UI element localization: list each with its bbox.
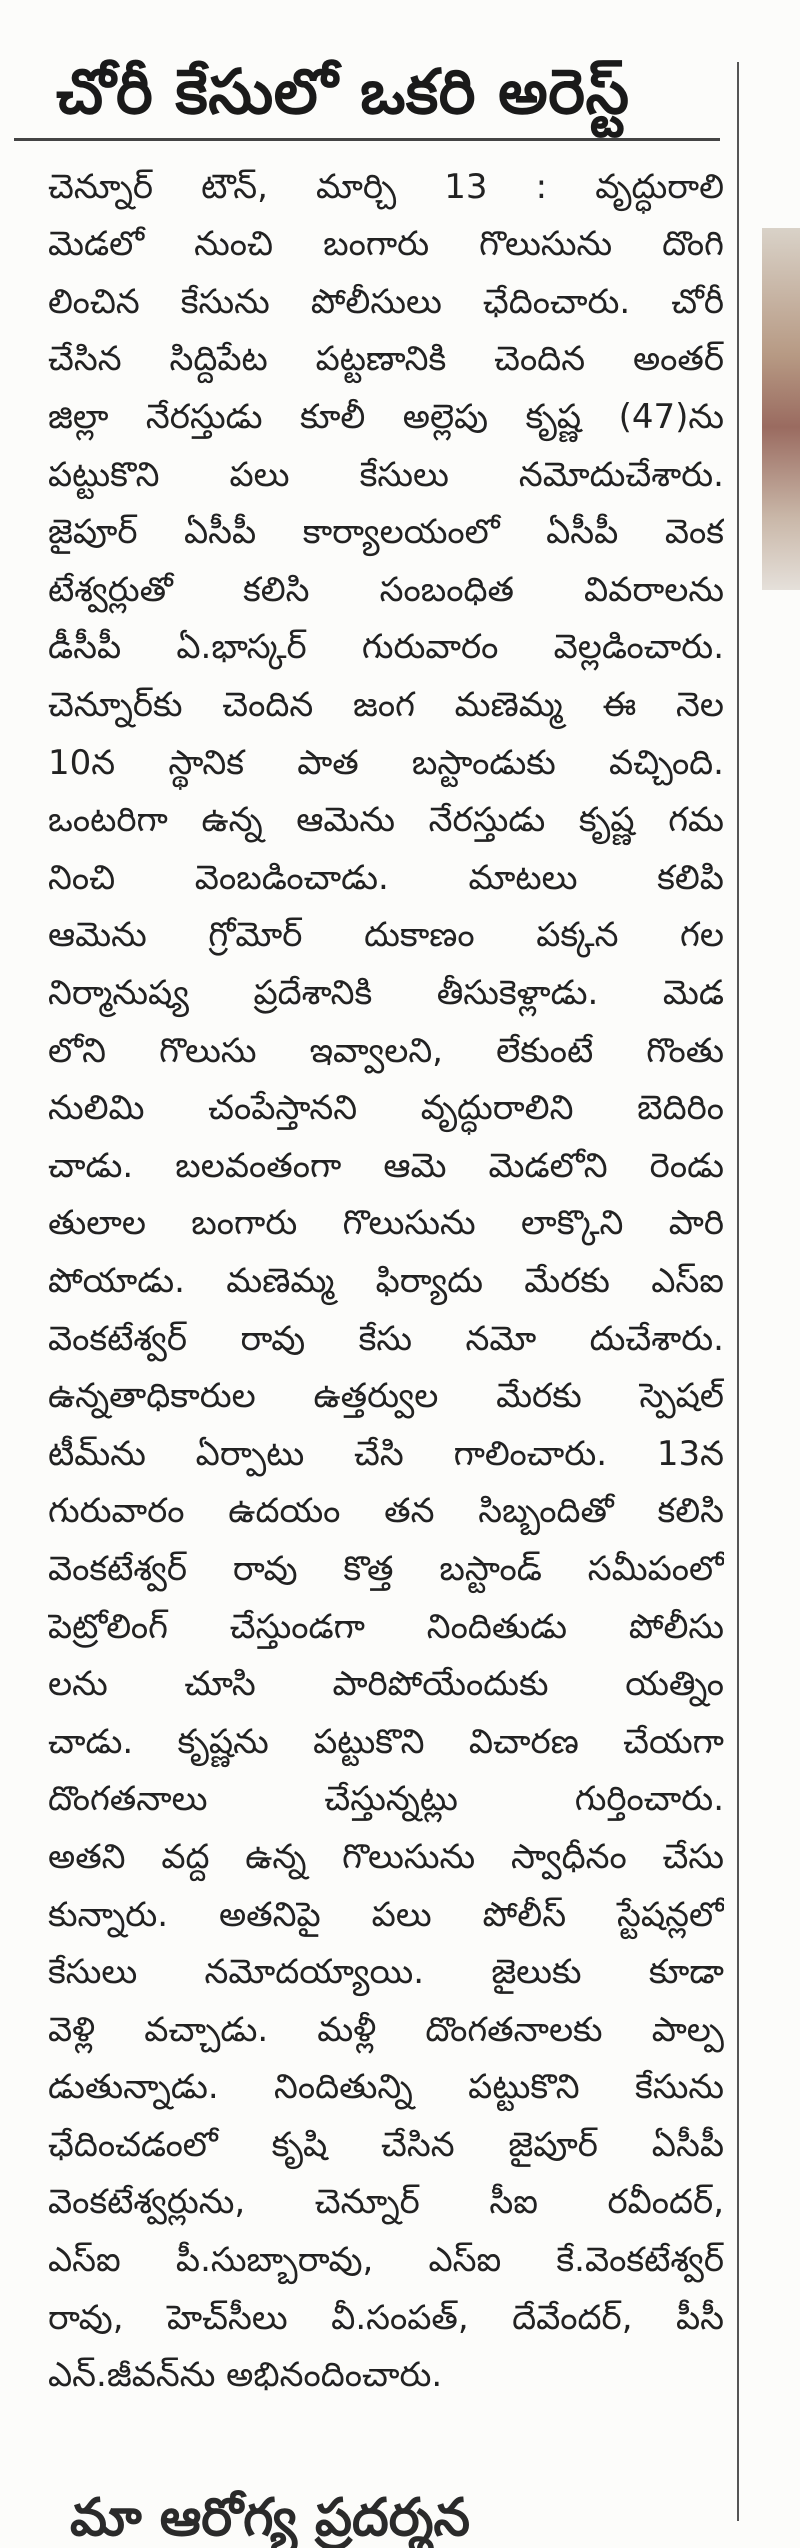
article-body-line: నులిమి చంపేస్తానని వృద్ధురాలిని బెదిరిం bbox=[48, 1088, 724, 1129]
article-body-line: మెడలో నుంచి బంగారు గొలుసును దొంగి bbox=[48, 224, 724, 265]
article-body-line: చాడు. బలవంతంగా ఆమె మెడలోని రెండు bbox=[48, 1145, 724, 1186]
article-body-line: నించి వెంబడించాడు. మాటలు కలిపి bbox=[48, 857, 724, 898]
article-body-line: టీమ్‌ను ఏర్పాటు చేసి గాలించారు. 13న bbox=[48, 1433, 724, 1474]
article-body-line: పట్టుకొని పలు కేసులు నమోదుచేశారు. bbox=[48, 454, 724, 495]
article-body-line: వెంకటేశ్వర్ రావు కొత్త బస్టాండ్ సమీపంలో bbox=[48, 1548, 724, 1589]
article-body-line: కేసులు నమోదయ్యాయి. జైలుకు కూడా bbox=[48, 1952, 724, 1993]
next-article-headline-cropped: మా ఆరోగ్య ప్రదర్శన bbox=[70, 2488, 470, 2548]
article-body-line: వెంకటేశ్వర్లును, చెన్నూర్ సీఐ రవీందర్, bbox=[48, 2182, 724, 2223]
news-article bbox=[14, 24, 726, 2405]
adjacent-column-cropped bbox=[748, 0, 800, 2521]
article-body bbox=[48, 159, 724, 2405]
article-body-line: చెన్నూర్‌కు చెందిన జంగ మణెమ్మ ఈ నెల bbox=[48, 685, 724, 726]
article-body-line: వెంకటేశ్వర్ రావు కేసు నమో దుచేశారు. bbox=[48, 1318, 724, 1359]
article-body-line: తులాల బంగారు గొలుసును లాక్కొని పారి bbox=[48, 1203, 724, 1244]
column-divider bbox=[737, 62, 739, 2521]
article-body-line: దొంగతనాలు చేస్తున్నట్లు గుర్తించారు. bbox=[48, 1779, 724, 1820]
article-body-line: కున్నారు. అతనిపై పలు పోలీస్ స్టేషన్లలో bbox=[48, 1894, 724, 1935]
article-body-line: జైపూర్ ఏసీపీ కార్యాలయంలో ఏసీపీ వెంక bbox=[48, 512, 724, 553]
article-body-line: చెన్నూర్ టౌన్, మార్చి 13 : వృద్ధురాలి bbox=[48, 166, 724, 207]
article-body-line: అతని వద్ద ఉన్న గొలుసును స్వాధీనం చేసు bbox=[48, 1836, 724, 1877]
article-body-line: ఎస్ఐ పీ.సుబ్బారావు, ఎస్ఐ కే.వెంకటేశ్వర్ bbox=[48, 2240, 724, 2281]
article-body-line: లించిన కేసును పోలీసులు ఛేదించారు. చోరీ bbox=[48, 281, 724, 322]
article-body-line: పెట్రోలింగ్ చేస్తుండగా నిందితుడు పోలీసు bbox=[48, 1606, 724, 1647]
adjacent-photo-cropped bbox=[762, 228, 800, 590]
article-body-line: లోని గొలుసు ఇవ్వాలని, లేకుంటే గొంతు bbox=[48, 1030, 724, 1071]
article-body-line: గురువారం ఉదయం తన సిబ్బందితో కలిసి bbox=[48, 1491, 724, 1532]
article-body-line: ఒంటరిగా ఉన్న ఆమెను నేరస్తుడు కృష్ణ గమ bbox=[48, 800, 724, 841]
article-body-line: నిర్మానుష్య ప్రదేశానికి తీసుకెళ్లాడు. మెడ bbox=[48, 973, 724, 1013]
article-body-line: పోయాడు. మణెమ్మ ఫిర్యాదు మేరకు ఎస్ఐ bbox=[48, 1260, 724, 1301]
article-body-line: ఎన్.జీవన్‌ను అభినందించారు. bbox=[48, 2355, 443, 2396]
article-body-line: ఛేదించడంలో కృషి చేసిన జైపూర్ ఏసీపీ bbox=[48, 2124, 724, 2165]
article-body-line: లను చూసి పారిపోయేందుకు యత్నిం bbox=[48, 1664, 724, 1705]
article-body-line: వెళ్లి వచ్చాడు. మళ్లీ దొంగతనాలకు పాల్ప bbox=[48, 2009, 724, 2050]
article-body-line: చేసిన సిద్దిపేట పట్టణానికి చెందిన అంతర్ bbox=[48, 339, 724, 380]
article-body-line: డుతున్నాడు. నిందితున్ని పట్టుకొని కేసును bbox=[48, 2067, 724, 2108]
article-body-line: 10న స్థానిక పాత బస్టాండుకు వచ్చింది. bbox=[48, 742, 724, 783]
article-headline: చోరీ కేసులో ఒకరి అరెస్ట్ bbox=[56, 55, 630, 128]
article-body-line: ఆమెను గ్రోమోర్ దుకాణం పక్కన గల bbox=[48, 915, 724, 956]
article-body-line: జిల్లా నేరస్తుడు కూలీ అల్లెపు కృష్ణ (47)ను bbox=[48, 397, 724, 438]
article-body-line: ఉన్నతాధికారుల ఉత్తర్వుల మేరకు స్పెషల్ bbox=[48, 1376, 724, 1417]
article-body-line: రావు, హెచ్‌సీలు వీ.సంపత్, దేవేందర్, పీసీ bbox=[48, 2297, 724, 2338]
headline-divider bbox=[14, 138, 720, 141]
article-body-line: టేశ్వర్లుతో కలిసి సంబంధిత వివరాలను bbox=[48, 569, 724, 610]
article-body-line: డీసీపీ ఏ.భాస్కర్ గురువారం వెల్లడించారు. bbox=[48, 627, 724, 668]
article-body-line: చాడు. కృష్ణను పట్టుకొని విచారణ చేయగా bbox=[48, 1721, 724, 1762]
